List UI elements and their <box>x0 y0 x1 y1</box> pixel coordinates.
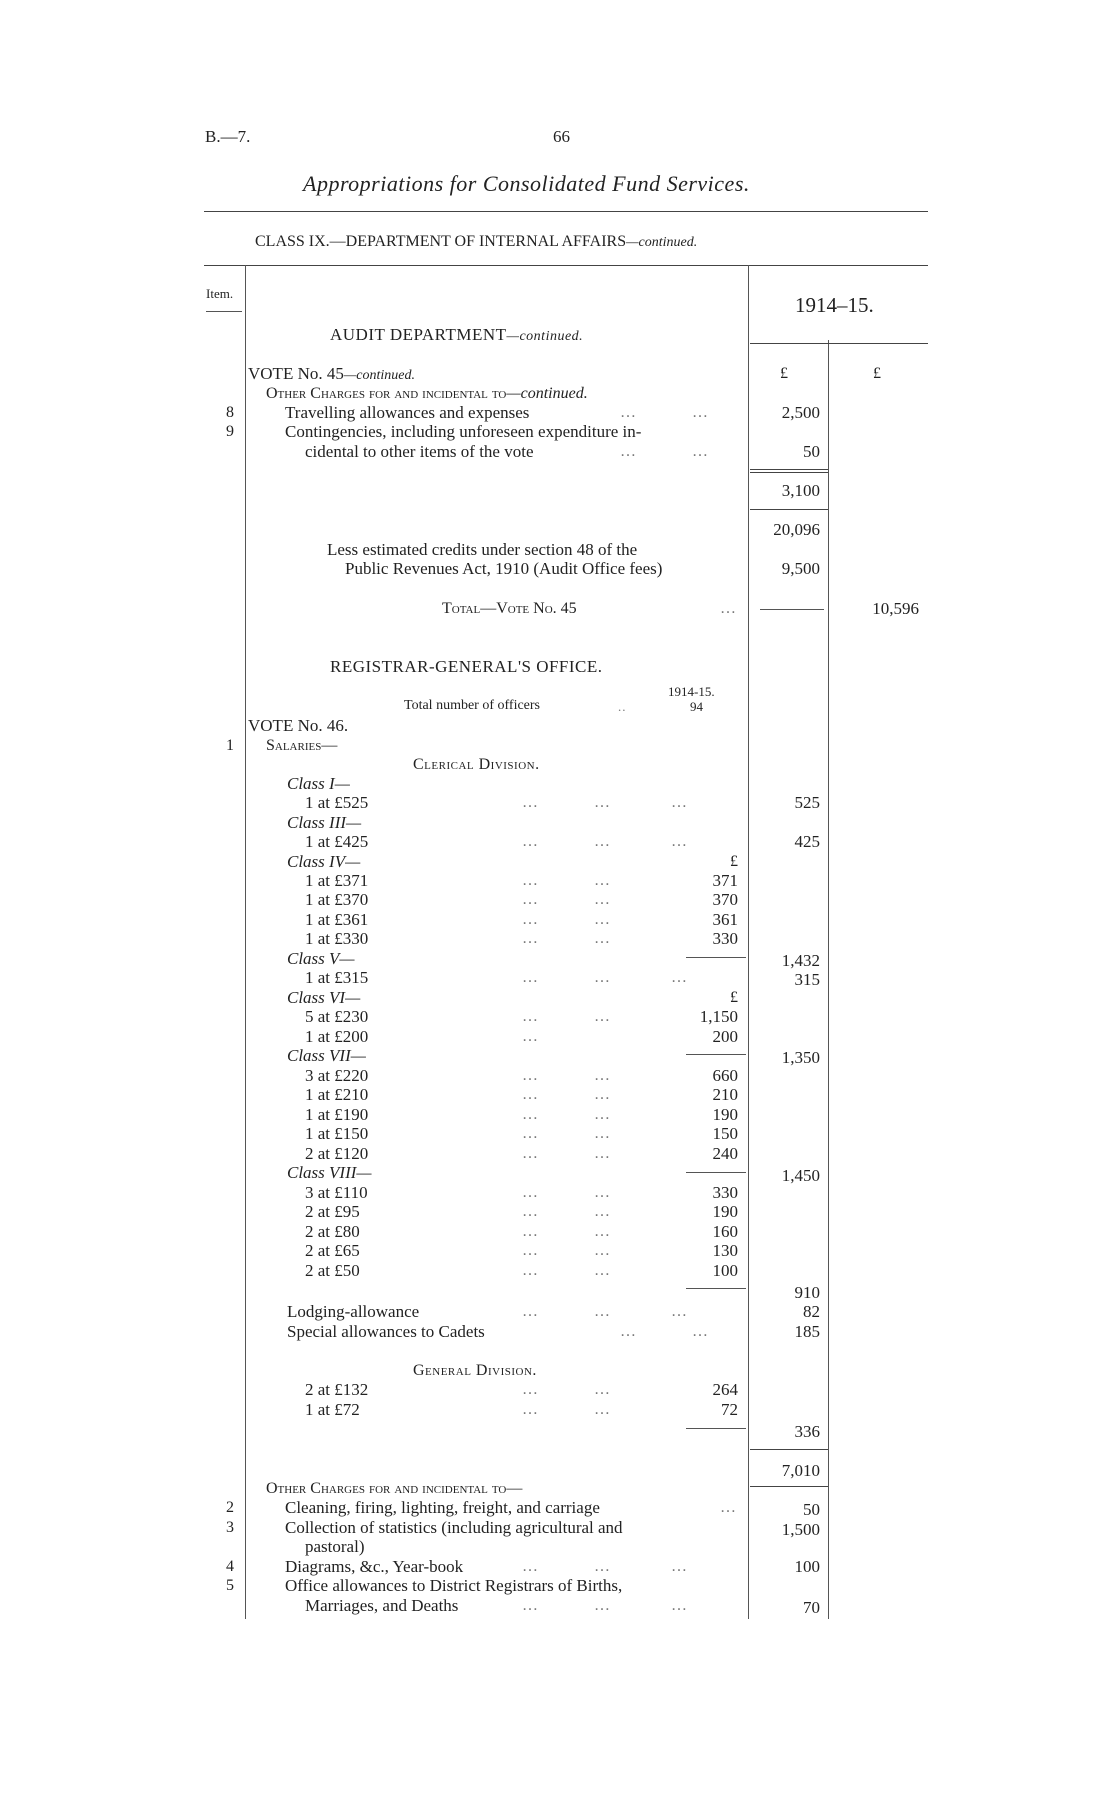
dash-rule <box>760 609 824 610</box>
leader-dots: … … … <box>522 1303 688 1320</box>
leader-dots: … … <box>522 1145 611 1162</box>
sum-rule <box>686 1428 746 1429</box>
document-ref: B.—7. <box>205 127 251 146</box>
salary-row-text: 1 at £525 <box>305 793 369 812</box>
lodging-allowance-text: Lodging-allowance <box>287 1302 420 1321</box>
line-item-text-cont: cidental to other items of the vote <box>305 442 534 461</box>
salary-subamount: 1,150 <box>699 1007 738 1026</box>
line-item-amount: 70 <box>803 1598 820 1617</box>
table-top-rule <box>204 265 928 266</box>
salary-subamount: 361 <box>712 910 738 929</box>
officers-count: 94 <box>690 699 703 714</box>
salary-row-text: 5 at £230 <box>305 1007 369 1026</box>
audit-subtotal: 3,100 <box>781 481 820 500</box>
leader-dots: … … <box>522 1008 611 1025</box>
pound-sign: £ <box>730 989 738 1006</box>
leader-dots: … … <box>522 930 611 947</box>
item-number: 1 <box>226 737 234 754</box>
page-number: 66 <box>553 127 570 146</box>
salary-subamount: 190 <box>712 1105 738 1124</box>
salary-row-text: 1 at £315 <box>305 968 369 987</box>
leader-dots: … … <box>522 872 611 889</box>
item-number: 5 <box>226 1577 234 1594</box>
salary-row-text: 2 at £50 <box>305 1261 360 1280</box>
item-header-rule <box>206 311 242 312</box>
class-label: Class VIII— <box>287 1163 372 1182</box>
line-item-amount: 2,500 <box>781 403 820 422</box>
salary-subamount: 370 <box>712 890 738 909</box>
page-title: Appropriations for Consolidated Fund Services. <box>303 171 750 196</box>
leader-dots: … … … <box>522 1597 688 1614</box>
salary-subamount: 330 <box>712 929 738 948</box>
line-item-amount: 50 <box>803 442 820 461</box>
salary-row-text: 1 at £361 <box>305 910 369 929</box>
leader-dots: … … <box>522 1106 611 1123</box>
item-number: 9 <box>226 423 234 440</box>
estimated-credits: 9,500 <box>781 559 820 578</box>
leader-dots: … … <box>620 404 709 421</box>
sum-rule <box>750 1486 828 1487</box>
clerical-division-heading: Clerical Division. <box>413 756 540 773</box>
salary-row-text: 2 at £120 <box>305 1144 369 1163</box>
salary-row-text: 1 at £370 <box>305 890 369 909</box>
year-rule <box>750 343 928 344</box>
salary-subamount: 72 <box>721 1400 738 1419</box>
salary-subamount: 150 <box>712 1124 738 1143</box>
officers-year: 1914-15. <box>668 684 715 699</box>
salary-subamount: 240 <box>712 1144 738 1163</box>
amount-column-rule <box>748 265 749 1619</box>
leader-dots: … … <box>522 1086 611 1103</box>
salary-row-text: 3 at £110 <box>305 1183 368 1202</box>
class-total: 1,432 <box>781 951 820 970</box>
salary-row-text: 3 at £220 <box>305 1066 369 1085</box>
leader-dots: … … <box>522 1401 611 1418</box>
item-number: 8 <box>226 404 234 421</box>
sum-rule <box>686 1288 746 1289</box>
salary-subamount: 130 <box>712 1241 738 1260</box>
leader-dots: … … <box>522 1242 611 1259</box>
leader-dots: .. <box>618 699 627 714</box>
leader-dots: … <box>720 600 737 617</box>
salary-subamount: 210 <box>712 1085 738 1104</box>
less-credits-text: Less estimated credits under section 48 of the <box>327 540 638 559</box>
line-item-amount: 100 <box>794 1557 820 1576</box>
leader-dots: … … <box>522 891 611 908</box>
class-heading: CLASS IX.—DEPARTMENT OF INTERNAL AFFAIRS—continued. <box>255 233 698 250</box>
vote-45-total-label: Total—Vote No. 45 <box>442 600 577 617</box>
pound-sign-total: £ <box>873 365 881 382</box>
class-label: Class VII— <box>287 1046 366 1065</box>
salary-row-text: 2 at £65 <box>305 1241 360 1260</box>
line-item-text: Travelling allowances and expenses <box>285 403 530 422</box>
line-item-text: Cleaning, firing, lighting, freight, and carriage <box>285 1498 600 1517</box>
leader-dots: … … <box>522 911 611 928</box>
class-label: Class III— <box>287 813 362 832</box>
officers-label: Total number of officers <box>404 698 540 713</box>
year-column-header: 1914–15. <box>795 293 874 317</box>
class-label: Class IV— <box>287 852 361 871</box>
leader-dots: … … <box>522 1223 611 1240</box>
leader-dots: … … <box>522 1184 611 1201</box>
line-item-text: Contingencies, including unforeseen expenditure in- <box>285 422 642 441</box>
sum-rule <box>686 957 746 958</box>
salary-subamount: 330 <box>712 1183 738 1202</box>
salary-subamount: 100 <box>712 1261 738 1280</box>
salary-row-text: 1 at £72 <box>305 1400 360 1419</box>
salary-subamount: 264 <box>712 1380 738 1399</box>
title-rule <box>204 211 928 212</box>
item-number: 2 <box>226 1499 234 1516</box>
sum-rule <box>750 469 828 470</box>
item-column-rule <box>245 265 246 1619</box>
vote-45-total: 10,596 <box>872 599 919 618</box>
salary-row-text: 1 at £330 <box>305 929 369 948</box>
salary-row-text: 2 at £132 <box>305 1380 369 1399</box>
leader-dots: … … … <box>522 794 688 811</box>
sum-rule <box>750 472 828 473</box>
sum-rule <box>686 1172 746 1173</box>
salary-row-text: 1 at £371 <box>305 871 369 890</box>
leader-dots: … … <box>620 1323 709 1340</box>
line-item-text-cont: Marriages, and Deaths <box>305 1596 459 1615</box>
line-item-amount: 1,500 <box>781 1520 820 1539</box>
salary-row-text: 1 at £200 <box>305 1027 369 1046</box>
pound-sign-amount: £ <box>780 365 788 382</box>
sum-rule <box>750 1449 828 1450</box>
salary-subamount: 160 <box>712 1222 738 1241</box>
class-total: 1,350 <box>781 1048 820 1067</box>
salary-row-text: 2 at £95 <box>305 1202 360 1221</box>
pound-sign: £ <box>730 853 738 870</box>
line-item-text: Diagrams, &c., Year-book <box>285 1557 464 1576</box>
leader-dots: … … <box>522 1125 611 1142</box>
class-label: Class VI— <box>287 988 361 1007</box>
item-number: 3 <box>226 1519 234 1536</box>
salary-row-text: 1 at £210 <box>305 1085 369 1104</box>
salaries-total: 7,010 <box>781 1461 820 1480</box>
cadets-allowance-amount: 185 <box>794 1322 820 1341</box>
item-column-header: Item. <box>206 286 234 301</box>
line-item-text-cont: pastoral) <box>305 1537 365 1556</box>
line-item-amount: 50 <box>803 1500 820 1519</box>
vote-45-heading: VOTE No. 45—continued. <box>248 364 416 383</box>
salary-amount: 425 <box>794 832 820 851</box>
total-column-rule <box>828 340 829 1619</box>
salary-subamount: 190 <box>712 1202 738 1221</box>
line-item-text: Collection of statistics (including agricultural and <box>285 1518 623 1537</box>
leader-dots: … … <box>522 1381 611 1398</box>
salary-amount: 525 <box>794 793 820 812</box>
lodging-allowance-amount: 82 <box>803 1302 820 1321</box>
less-credits-text-cont: Public Revenues Act, 1910 (Audit Office fees) <box>345 559 663 578</box>
leader-dots: … … … <box>522 1558 688 1575</box>
salary-row-text: 1 at £150 <box>305 1124 369 1143</box>
salary-row-text: 2 at £80 <box>305 1222 360 1241</box>
leader-dots: … … … <box>522 833 688 850</box>
salary-row-text: 1 at £425 <box>305 832 369 851</box>
salary-amount: 315 <box>794 970 820 989</box>
salary-subamount: 371 <box>712 871 738 890</box>
general-division-heading: General Division. <box>413 1362 537 1379</box>
sum-rule <box>686 1054 746 1055</box>
leader-dots: … … <box>522 1067 611 1084</box>
general-division-total: 336 <box>794 1422 820 1441</box>
audit-gross-total: 20,096 <box>773 520 820 539</box>
sum-rule <box>750 509 828 510</box>
salary-subamount: 200 <box>712 1027 738 1046</box>
cadets-allowance-text: Special allowances to Cadets <box>287 1322 485 1341</box>
line-item-text: Office allowances to District Registrars of Births, <box>285 1576 623 1595</box>
other-charges-heading: Other Charges for and incidental to— <box>266 1480 523 1497</box>
leader-dots: … … <box>522 1262 611 1279</box>
class-label: Class I— <box>287 774 350 793</box>
salaries-heading: Salaries— <box>266 737 338 754</box>
other-charges-heading: Other Charges for and incidental to—continued. <box>266 385 588 402</box>
salary-subamount: 660 <box>712 1066 738 1085</box>
class-label: Class V— <box>287 949 355 968</box>
salary-row-text: 1 at £190 <box>305 1105 369 1124</box>
leader-dots: … … … <box>522 969 688 986</box>
registrar-general-heading: REGISTRAR-GENERAL'S OFFICE. <box>330 657 603 676</box>
class-total: 1,450 <box>781 1166 820 1185</box>
leader-dots: … <box>720 1499 737 1516</box>
leader-dots: … <box>522 1028 539 1045</box>
class-total: 910 <box>794 1283 820 1302</box>
leader-dots: … … <box>620 443 709 460</box>
audit-department-heading: AUDIT DEPARTMENT—continued. <box>330 325 584 344</box>
leader-dots: … … <box>522 1203 611 1220</box>
item-number: 4 <box>226 1558 234 1575</box>
vote-46-heading: VOTE No. 46. <box>248 716 349 735</box>
